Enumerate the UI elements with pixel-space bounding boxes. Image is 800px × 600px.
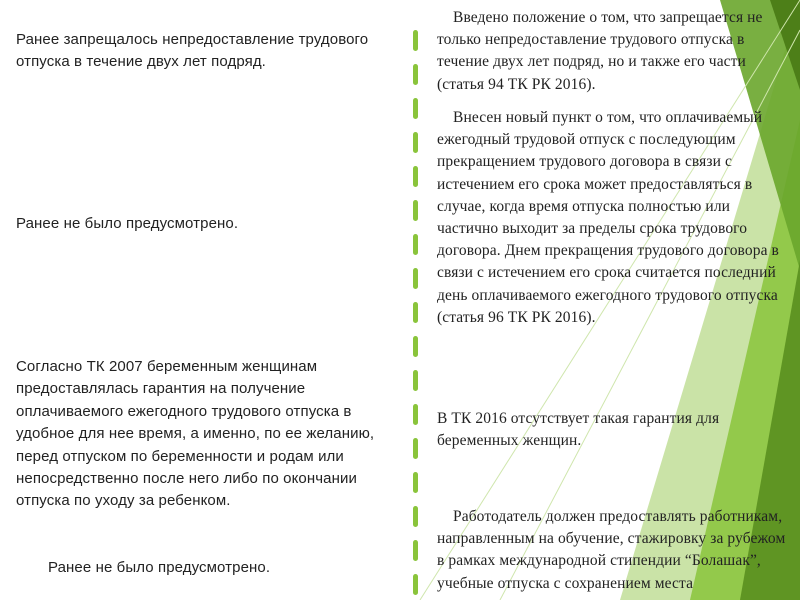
- left-text-pregnant-women-guarantee: Согласно ТК 2007 беременным женщинам предоставлялась гарантия на получение оплачиваемого ежегодного трудового отпуска в удобное для нее время, а именно, по ее желанию, перед отпуском по беременности и родам или непосредственно после него либо по окончании отпуска по уходу за ребенком.: [16, 358, 375, 510]
- right-text-leave-parts-rule: Введено положение о том, что запрещается не только непредоставление трудового отпуска в течение двух лет подряд, но и также его части (статья 94 ТК РК 2016).: [437, 9, 763, 93]
- left-text-previous-leave-rule: Ранее запрещалось непредоставление трудового отпуска в течение двух лет подряд.: [16, 31, 369, 71]
- column-divider: [413, 30, 421, 590]
- right-text-bolashak-study-leave: Работодатель должен предоставлять работникам, направленным на обучение, стажировку за рубежом в рамках международной стипендии “Болашак”, учебные отпуска с сохранением места: [437, 508, 786, 592]
- right-text-no-guarantee: В ТК 2016 отсутствует такая гарантия для беременных женщин.: [437, 410, 720, 450]
- left-text-not-provided-2: Ранее не было предусмотрено.: [48, 559, 271, 576]
- right-text-new-contract-clause: Внесен новый пункт о том, что оплачиваемый ежегодный трудовой отпуск с последующим прекращением трудового договора в связи с истечением его срока может предоставляться в случае, когда время отпуска полностью или частично выходит за пределы срока трудового договора. Днем прекращения трудового договора в связи с истечением его срока считается последний день оплачиваемого ежегодного трудового отпуска (статья 96 ТК РК 2016).: [437, 109, 779, 326]
- left-text-not-provided-1: Ранее не было предусмотрено.: [16, 215, 239, 232]
